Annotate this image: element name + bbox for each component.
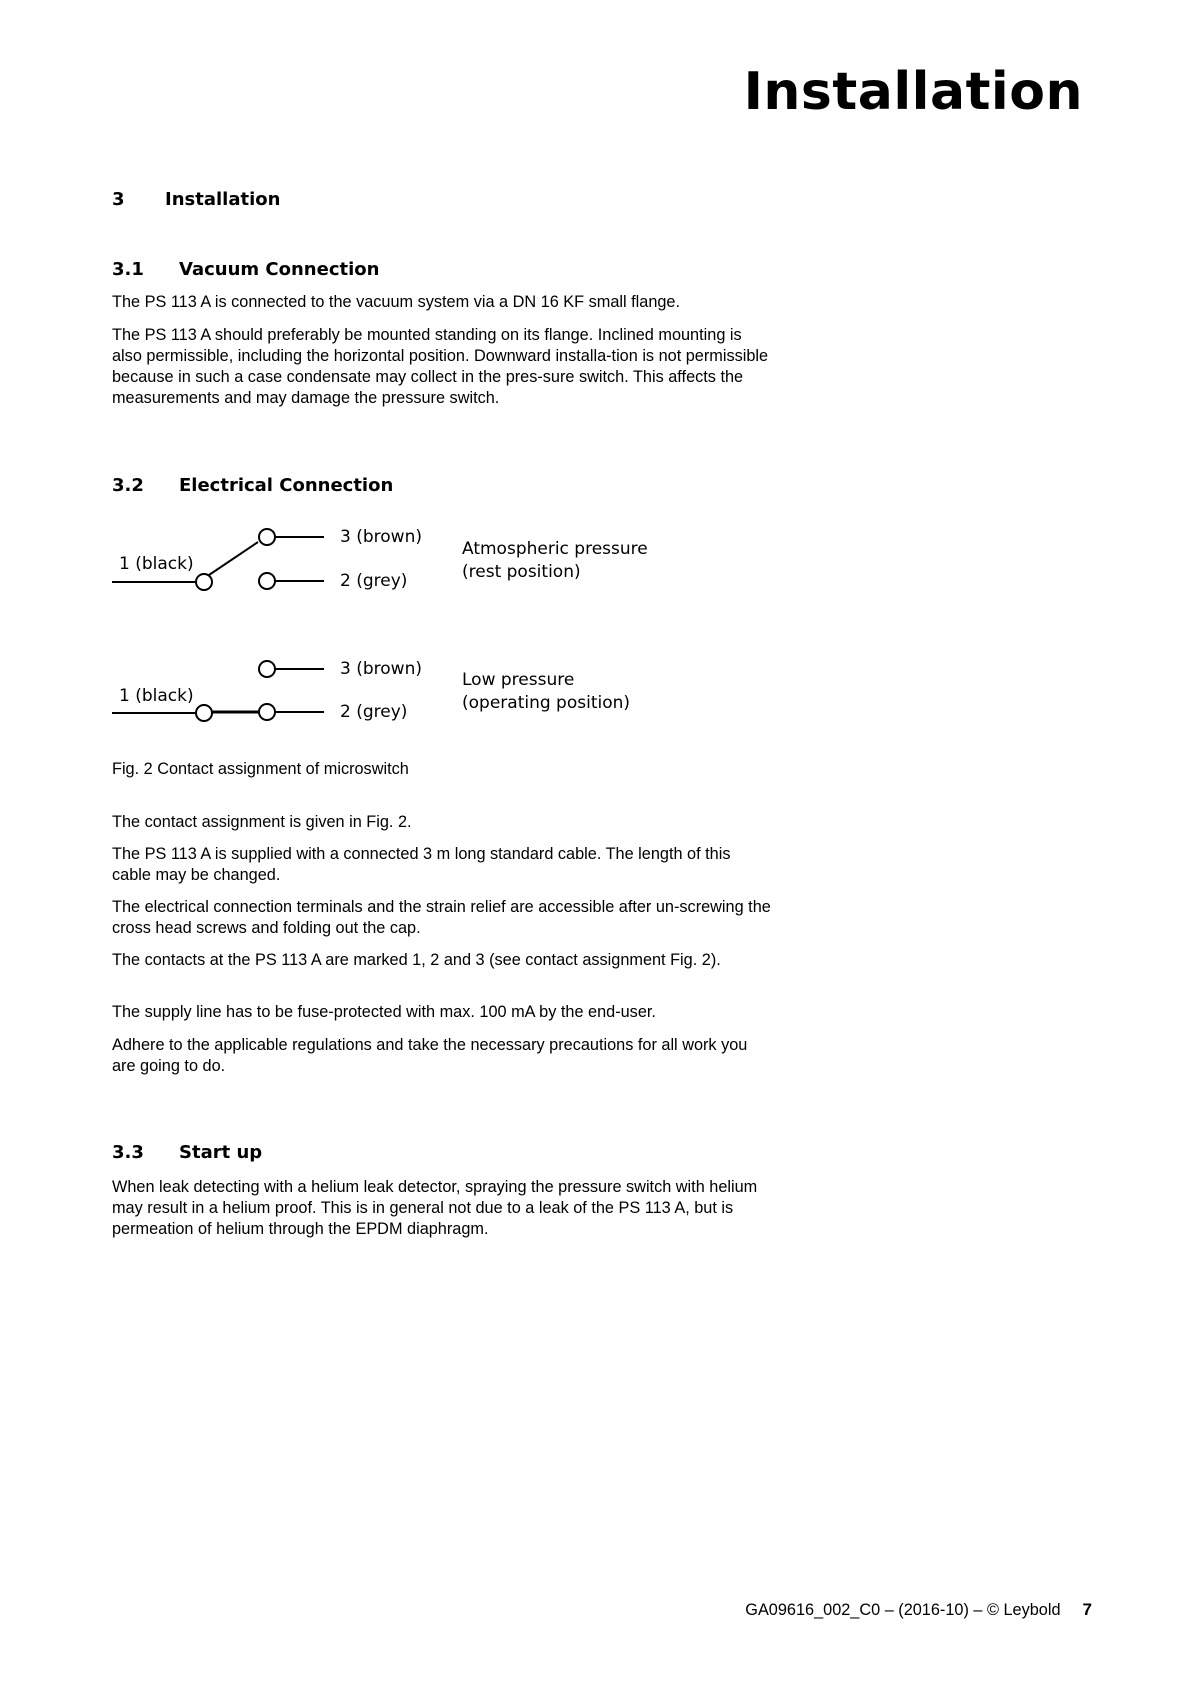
section-3-heading — [112, 189, 280, 210]
contact-3-terminal — [259, 529, 275, 545]
label-contact-3: 3 (brown) — [340, 659, 422, 679]
paragraph: The supply line has to be fuse-protected with max. 100 mA by the end-user. — [112, 1003, 656, 1021]
page-footer — [745, 1600, 1092, 1620]
microswitch-diagram — [112, 522, 672, 742]
paragraph: The electrical connection terminals and the strain relief are accessible after un-screwing the cross head screws and folding out the cap. — [112, 898, 771, 937]
section-number: 3.3 — [112, 1142, 144, 1163]
section-title: Installation — [165, 189, 281, 210]
label-contact-1: 1 (black) — [119, 554, 194, 574]
document-reference: GA09616_002_C0 – (2016-10) – © Leybold — [745, 1601, 1061, 1619]
paragraph: When leak detecting with a helium leak detector, spraying the pressure switch with helium may result in a helium proof. This is in general not due to a leak of the PS 113 A, but is permeation of helium through the EPDM diaphragm. — [112, 1178, 758, 1238]
figure-caption: Fig. 2 Contact assignment of microswitch — [112, 760, 409, 778]
section-title: Vacuum Connection — [179, 259, 380, 280]
section-title: Start up — [179, 1142, 263, 1163]
label-contact-1: 1 (black) — [119, 686, 194, 706]
contact-1-terminal — [196, 574, 212, 590]
state-label-line1: Atmospheric pressure — [462, 539, 648, 559]
label-contact-3: 3 (brown) — [340, 527, 422, 547]
state-label-line2: (operating position) — [462, 693, 631, 713]
label-contact-2: 2 (grey) — [340, 571, 408, 591]
section-number: 3.1 — [112, 259, 144, 280]
paragraph: The PS 113 A should preferably be mounted standing on its flange. Inclined mounting is also permissible, including the horizontal position. Downward installa-tion is not permissible because in such a case condensate may collect in the pres-sure switch. This affects the measurements and may damage the pressure switch. — [112, 326, 769, 407]
page-number: 7 — [1082, 1600, 1092, 1619]
operating-position-diagram — [112, 659, 630, 722]
section-title: Electrical Connection — [179, 475, 394, 496]
contact-3-terminal — [259, 661, 275, 677]
section-number: 3.2 — [112, 475, 144, 496]
section-3-1-heading — [112, 259, 379, 280]
paragraph: The PS 113 A is connected to the vacuum system via a DN 16 KF small flange. — [112, 293, 681, 311]
paragraph: The PS 113 A is supplied with a connected 3 m long standard cable. The length of this cable may be changed. — [112, 845, 731, 884]
contact-2-terminal — [259, 704, 275, 720]
microswitch-figure — [112, 522, 672, 747]
section-3-3-heading — [112, 1142, 262, 1163]
switch-lever — [209, 542, 258, 575]
paragraph: The contacts at the PS 113 A are marked 1, 2 and 3 (see contact assignment Fig. 2). — [112, 951, 721, 969]
state-label-line1: Low pressure — [462, 670, 575, 690]
paragraph: Adhere to the applicable regulations and take the necessary precautions for all work you are going to do. — [112, 1036, 748, 1075]
paragraph: The contact assignment is given in Fig. 2. — [112, 813, 412, 831]
label-contact-2: 2 (grey) — [340, 702, 408, 722]
chapter-header-title: Installation — [743, 62, 1083, 122]
contact-2-terminal — [259, 573, 275, 589]
rest-position-diagram — [112, 527, 648, 591]
section-3-2-heading — [112, 475, 393, 496]
contact-1-terminal — [196, 705, 212, 721]
state-label-line2: (rest position) — [462, 562, 581, 582]
section-number: 3 — [112, 189, 125, 210]
